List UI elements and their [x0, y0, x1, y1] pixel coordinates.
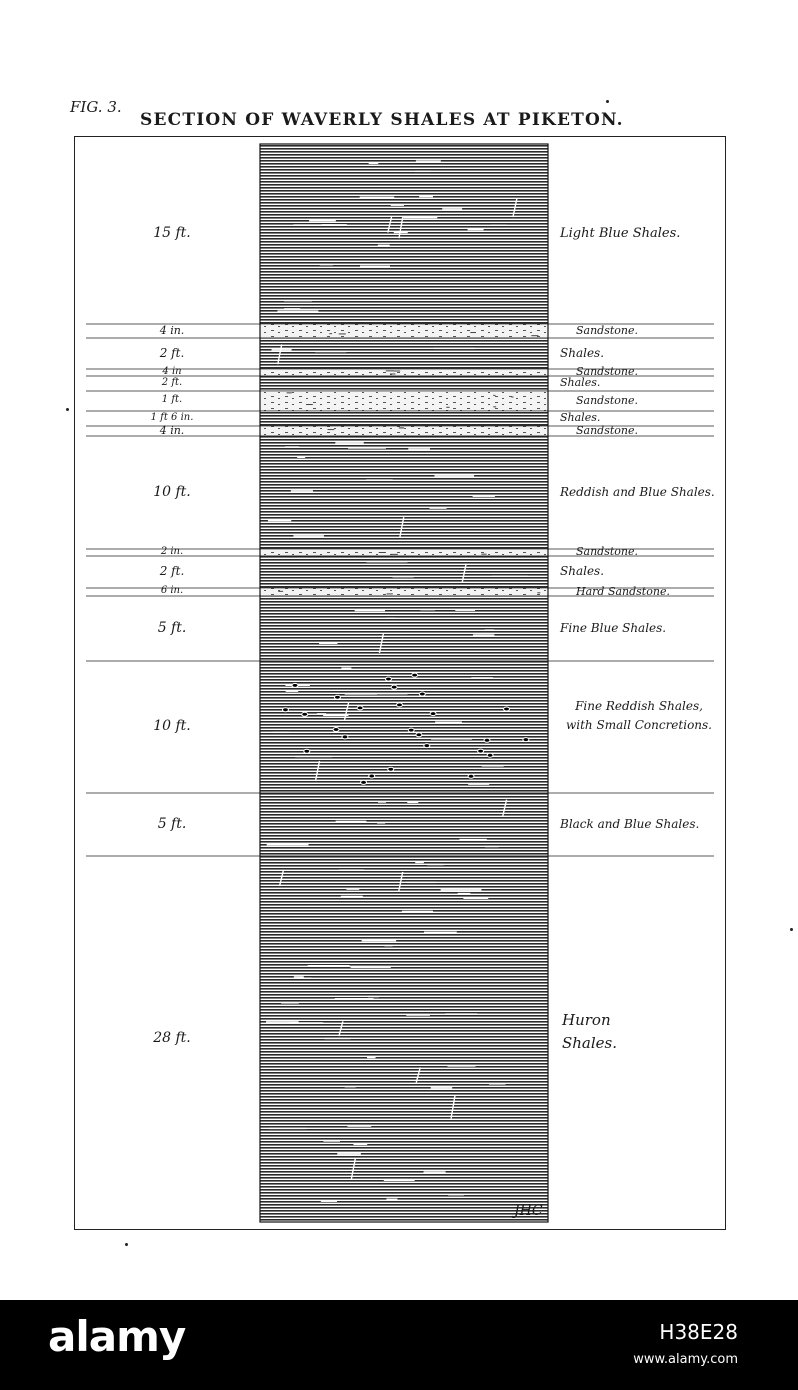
layer-rock-type-1: Light Blue Shales.: [560, 225, 681, 241]
layer-band-7: [260, 411, 548, 426]
layer-rock-type-8: Sandstone.: [576, 423, 638, 437]
layer-band-2: [260, 324, 548, 338]
layer-rock-type-10: Sandstone.: [576, 545, 638, 558]
layer-thickness-9: 10 ft.: [153, 483, 191, 500]
layer-rock-type-5: Shales.: [560, 376, 601, 389]
layer-rock-type-9: Reddish and Blue Shales.: [560, 484, 715, 499]
layer-band-1: [260, 144, 548, 324]
layer-thickness-6: 1 ft.: [161, 394, 183, 405]
layer-band-14: [260, 661, 548, 793]
figure-label: FIG. 3.: [70, 98, 122, 116]
watermark-brand: alamy: [48, 1312, 186, 1361]
layer-thickness-12: 6 in.: [160, 585, 184, 596]
layer-band-13: [260, 596, 548, 661]
section-frame: [74, 136, 726, 1230]
layer-rock-type-7: Shales.: [560, 411, 601, 424]
layer-thickness-5: 2 ft.: [161, 376, 183, 388]
layer-band-4: [260, 369, 548, 376]
layer-band-6: [260, 391, 548, 411]
layer-rock-type-13: Fine Blue Shales.: [560, 620, 667, 635]
figure-title: SECTION OF WAVERLY SHALES AT PIKETON.: [140, 110, 624, 130]
layer-band-9: [260, 436, 548, 549]
layer-thickness-2: 4 in.: [159, 323, 185, 337]
layer-band-10: [260, 549, 548, 556]
layer-thickness-13: 5 ft.: [157, 619, 187, 636]
layer-band-11: [260, 556, 548, 588]
layer-thickness-8: 4 in.: [159, 423, 185, 437]
layer-band-12: [260, 588, 548, 596]
layer-thickness-11: 2 ft.: [159, 564, 185, 578]
layer-thickness-10: 2 in.: [160, 545, 184, 557]
layer-rock-type-12: Hard Sandstone.: [576, 584, 670, 598]
layer-thickness-1: 15 ft.: [153, 225, 191, 241]
layer-band-15: [260, 793, 548, 856]
layer-thickness-15: 5 ft.: [157, 815, 187, 832]
layer-rock-type-11: Shales.: [560, 564, 605, 578]
layer-thickness-4: 4 in: [162, 365, 182, 377]
layer-thickness-7: 1 ft 6 in.: [150, 411, 194, 423]
layer-band-5: [260, 376, 548, 391]
layer-rock-type-4: Sandstone.: [576, 365, 638, 378]
layer-thickness-3: 2 ft.: [159, 345, 185, 360]
layer-rock-type-15: Black and Blue Shales.: [560, 816, 700, 831]
layer-rock-type-16: Huron Shales.: [562, 1011, 618, 1053]
layer-thickness-14: 10 ft.: [153, 718, 191, 734]
layer-band-3: [260, 338, 548, 369]
layer-thickness-16: 28 ft.: [153, 1030, 191, 1046]
layer-rock-type-14: Fine Reddish Shales, with Small Concretions.: [566, 699, 712, 732]
watermark-url: www.alamy.com: [633, 1352, 738, 1367]
layer-rock-type-2: Sandstone.: [576, 323, 638, 337]
layer-rock-type-3: Shales.: [560, 345, 605, 360]
artist-signature: JHC: [514, 1203, 543, 1219]
layer-rock-type-6: Sandstone.: [576, 393, 638, 407]
stratigraphic-column: [74, 136, 726, 1230]
watermark-image-code: H38E28: [659, 1320, 738, 1344]
